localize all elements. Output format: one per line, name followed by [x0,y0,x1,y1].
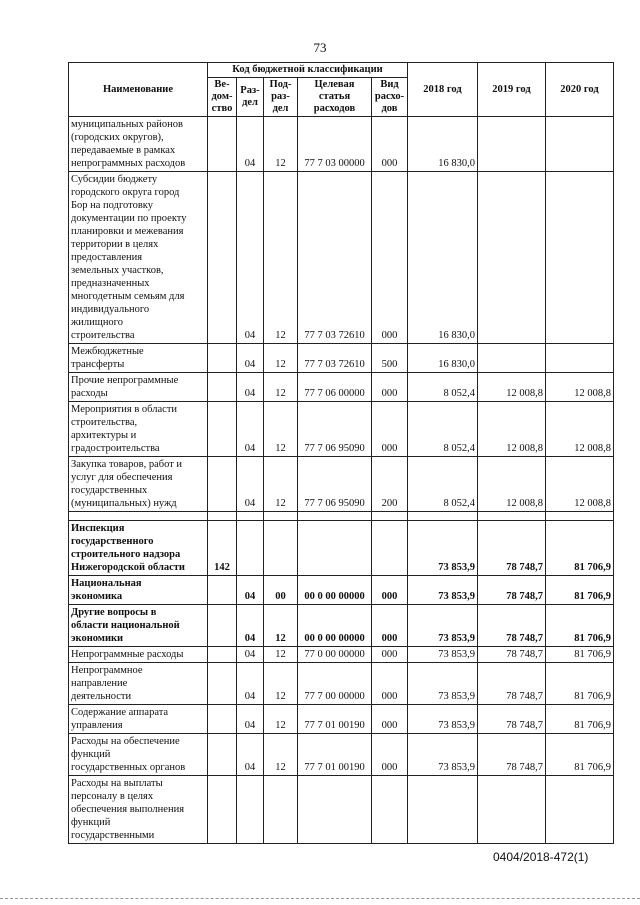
cell-dept: 142 [208,521,237,576]
header-2020: 2020 год [546,63,614,117]
empty-cell [478,512,546,521]
cell-subsection: 12 [264,734,298,776]
cell-name: Расходы на обеспечение функций государственных органов [69,734,208,776]
cell-2019 [478,776,546,844]
cell-subsection: 12 [264,172,298,344]
cell-name: Непрограммные расходы [69,647,208,663]
cell-2019: 78 748,7 [478,576,546,605]
cell-expense-type: 000 [372,663,408,705]
cell-expense-type: 000 [372,373,408,402]
cell-2019: 78 748,7 [478,705,546,734]
table-row [69,776,614,844]
cell-2018: 73 853,9 [408,705,478,734]
cell-2018: 8 052,4 [408,402,478,457]
cell-expense-type: 000 [372,172,408,344]
cell-target: 77 7 01 00190 [298,705,372,734]
cell-subsection: 12 [264,402,298,457]
cell-2020: 12 008,8 [546,402,614,457]
cell-expense-type: 000 [372,734,408,776]
header-section: Раз- дел [237,78,264,117]
cell-subsection: 12 [264,663,298,705]
cell-target: 77 0 00 00000 [298,647,372,663]
table-row [69,663,614,705]
cell-section: 04 [237,605,264,647]
cell-target [298,521,372,576]
header-2018: 2018 год [408,63,478,117]
cell-expense-type: 000 [372,605,408,647]
cell-expense-type: 000 [372,117,408,172]
empty-cell [372,512,408,521]
cell-name: Инспекция государственного строительного надзора Нижегородской области [69,521,208,576]
cell-dept [208,344,237,373]
cell-2018: 73 853,9 [408,521,478,576]
cell-expense-type [372,776,408,844]
cell-subsection: 12 [264,705,298,734]
cell-2018: 73 853,9 [408,605,478,647]
cell-2020: 81 706,9 [546,734,614,776]
cell-2018: 16 830,0 [408,172,478,344]
cell-2020 [546,776,614,844]
cell-name: Межбюджетные трансферты [69,344,208,373]
cell-target: 00 0 00 00000 [298,605,372,647]
cell-section [237,521,264,576]
budget-table [68,62,614,844]
cell-dept [208,402,237,457]
cell-2020: 12 008,8 [546,457,614,512]
cell-target: 77 7 06 95090 [298,457,372,512]
header-target: Целевая статья расходов [298,78,372,117]
cell-name: Прочие непрограммные расходы [69,373,208,402]
table-row [69,402,614,457]
cell-2020 [546,344,614,373]
header-expense-type: Вид расхо- дов [372,78,408,117]
header-code-group: Код бюджетной классификации [208,63,408,78]
cell-target: 77 7 06 95090 [298,402,372,457]
cell-subsection: 12 [264,117,298,172]
cell-section [237,776,264,844]
cell-2020: 12 008,8 [546,373,614,402]
cell-section: 04 [237,663,264,705]
empty-cell [237,512,264,521]
empty-cell [546,512,614,521]
cell-2018: 16 830,0 [408,344,478,373]
cell-2018 [408,776,478,844]
cell-2018: 73 853,9 [408,647,478,663]
cell-name: Мероприятия в области строительства, архитектуры и градостроительства [69,402,208,457]
cell-target: 77 7 01 00190 [298,734,372,776]
cell-section: 04 [237,402,264,457]
cell-2020: 81 706,9 [546,605,614,647]
cell-section: 04 [237,117,264,172]
cell-2018: 16 830,0 [408,117,478,172]
cell-subsection: 12 [264,647,298,663]
cell-section: 04 [237,705,264,734]
empty-cell [208,512,237,521]
table-row [69,373,614,402]
cell-expense-type: 000 [372,647,408,663]
cell-dept [208,705,237,734]
cell-2019: 78 748,7 [478,521,546,576]
cell-2019 [478,172,546,344]
cell-2019 [478,117,546,172]
cell-name: Расходы на выплаты персоналу в целях обеспечения выполнения функций государственными [69,776,208,844]
cell-section: 04 [237,734,264,776]
cell-name: Национальная экономика [69,576,208,605]
cell-target: 77 7 00 00000 [298,663,372,705]
table-row [69,117,614,172]
empty-cell [69,512,208,521]
header-dept: Ве- дом- ство [208,78,237,117]
table-row [69,521,614,576]
table-body [69,117,614,844]
cell-2020: 81 706,9 [546,647,614,663]
cell-dept [208,605,237,647]
cell-target: 00 0 00 00000 [298,576,372,605]
cell-2020 [546,117,614,172]
cell-subsection [264,776,298,844]
cell-2020: 81 706,9 [546,663,614,705]
table-row [69,457,614,512]
document-number: 0404/2018-472(1) [493,850,589,864]
cell-2018: 8 052,4 [408,457,478,512]
cell-2019: 12 008,8 [478,402,546,457]
cell-expense-type: 000 [372,576,408,605]
cell-section: 04 [237,647,264,663]
table-row [69,647,614,663]
cell-expense-type: 000 [372,705,408,734]
header-2019: 2019 год [478,63,546,117]
table-row [69,576,614,605]
cell-2019: 78 748,7 [478,663,546,705]
empty-cell [264,512,298,521]
cell-name: Субсидии бюджету городского округа город Бор на подготовку документации по проекту планировки и межевания территории в целях предоставления земельных участков, предназначенных многодетным семьям для индивидуального жилищного строительства [69,172,208,344]
cell-target [298,776,372,844]
cell-expense-type: 500 [372,344,408,373]
cell-name: Другие вопросы в области национальной экономики [69,605,208,647]
table-row [69,512,614,521]
header-subsection: Под- раз- дел [264,78,298,117]
cell-2019: 12 008,8 [478,457,546,512]
empty-cell [298,512,372,521]
table-row [69,172,614,344]
cell-expense-type: 200 [372,457,408,512]
cell-name: Закупка товаров, работ и услуг для обеспечения государственных (муниципальных) нужд [69,457,208,512]
cell-dept [208,457,237,512]
cell-section: 04 [237,457,264,512]
cell-section: 04 [237,344,264,373]
cell-2019: 12 008,8 [478,373,546,402]
table-row [69,734,614,776]
cell-subsection: 12 [264,373,298,402]
cell-dept [208,776,237,844]
cell-dept [208,576,237,605]
cell-2020: 81 706,9 [546,705,614,734]
cell-2018: 73 853,9 [408,663,478,705]
cell-dept [208,117,237,172]
cell-dept [208,734,237,776]
cell-expense-type [372,521,408,576]
cell-2018: 73 853,9 [408,734,478,776]
header-row [69,63,614,78]
cell-section: 04 [237,576,264,605]
cell-2019: 78 748,7 [478,647,546,663]
cell-subsection: 00 [264,576,298,605]
cell-2020 [546,172,614,344]
table-row [69,705,614,734]
empty-cell [408,512,478,521]
cell-section: 04 [237,373,264,402]
cell-dept [208,663,237,705]
cell-2020: 81 706,9 [546,521,614,576]
cell-2019: 78 748,7 [478,605,546,647]
cell-section: 04 [237,172,264,344]
cell-target: 77 7 06 00000 [298,373,372,402]
scan-edge-divider [0,898,640,899]
cell-2018: 8 052,4 [408,373,478,402]
cell-dept [208,647,237,663]
cell-name: муниципальных районов (городских округов), передаваемые в рамках непрограммных расходов [69,117,208,172]
cell-subsection: 12 [264,457,298,512]
cell-2019 [478,344,546,373]
cell-target: 77 7 03 72610 [298,172,372,344]
cell-expense-type: 000 [372,402,408,457]
header-name: Наименование [69,63,208,117]
table-row [69,605,614,647]
page-number: 73 [313,40,327,55]
cell-subsection: 12 [264,344,298,373]
cell-dept [208,172,237,344]
cell-2018: 73 853,9 [408,576,478,605]
cell-dept [208,373,237,402]
cell-name: Непрограммное направление деятельности [69,663,208,705]
cell-2019: 78 748,7 [478,734,546,776]
cell-target: 77 7 03 72610 [298,344,372,373]
cell-subsection: 12 [264,605,298,647]
cell-target: 77 7 03 00000 [298,117,372,172]
cell-2020: 81 706,9 [546,576,614,605]
table-row [69,344,614,373]
cell-name: Содержание аппарата управления [69,705,208,734]
cell-subsection [264,521,298,576]
